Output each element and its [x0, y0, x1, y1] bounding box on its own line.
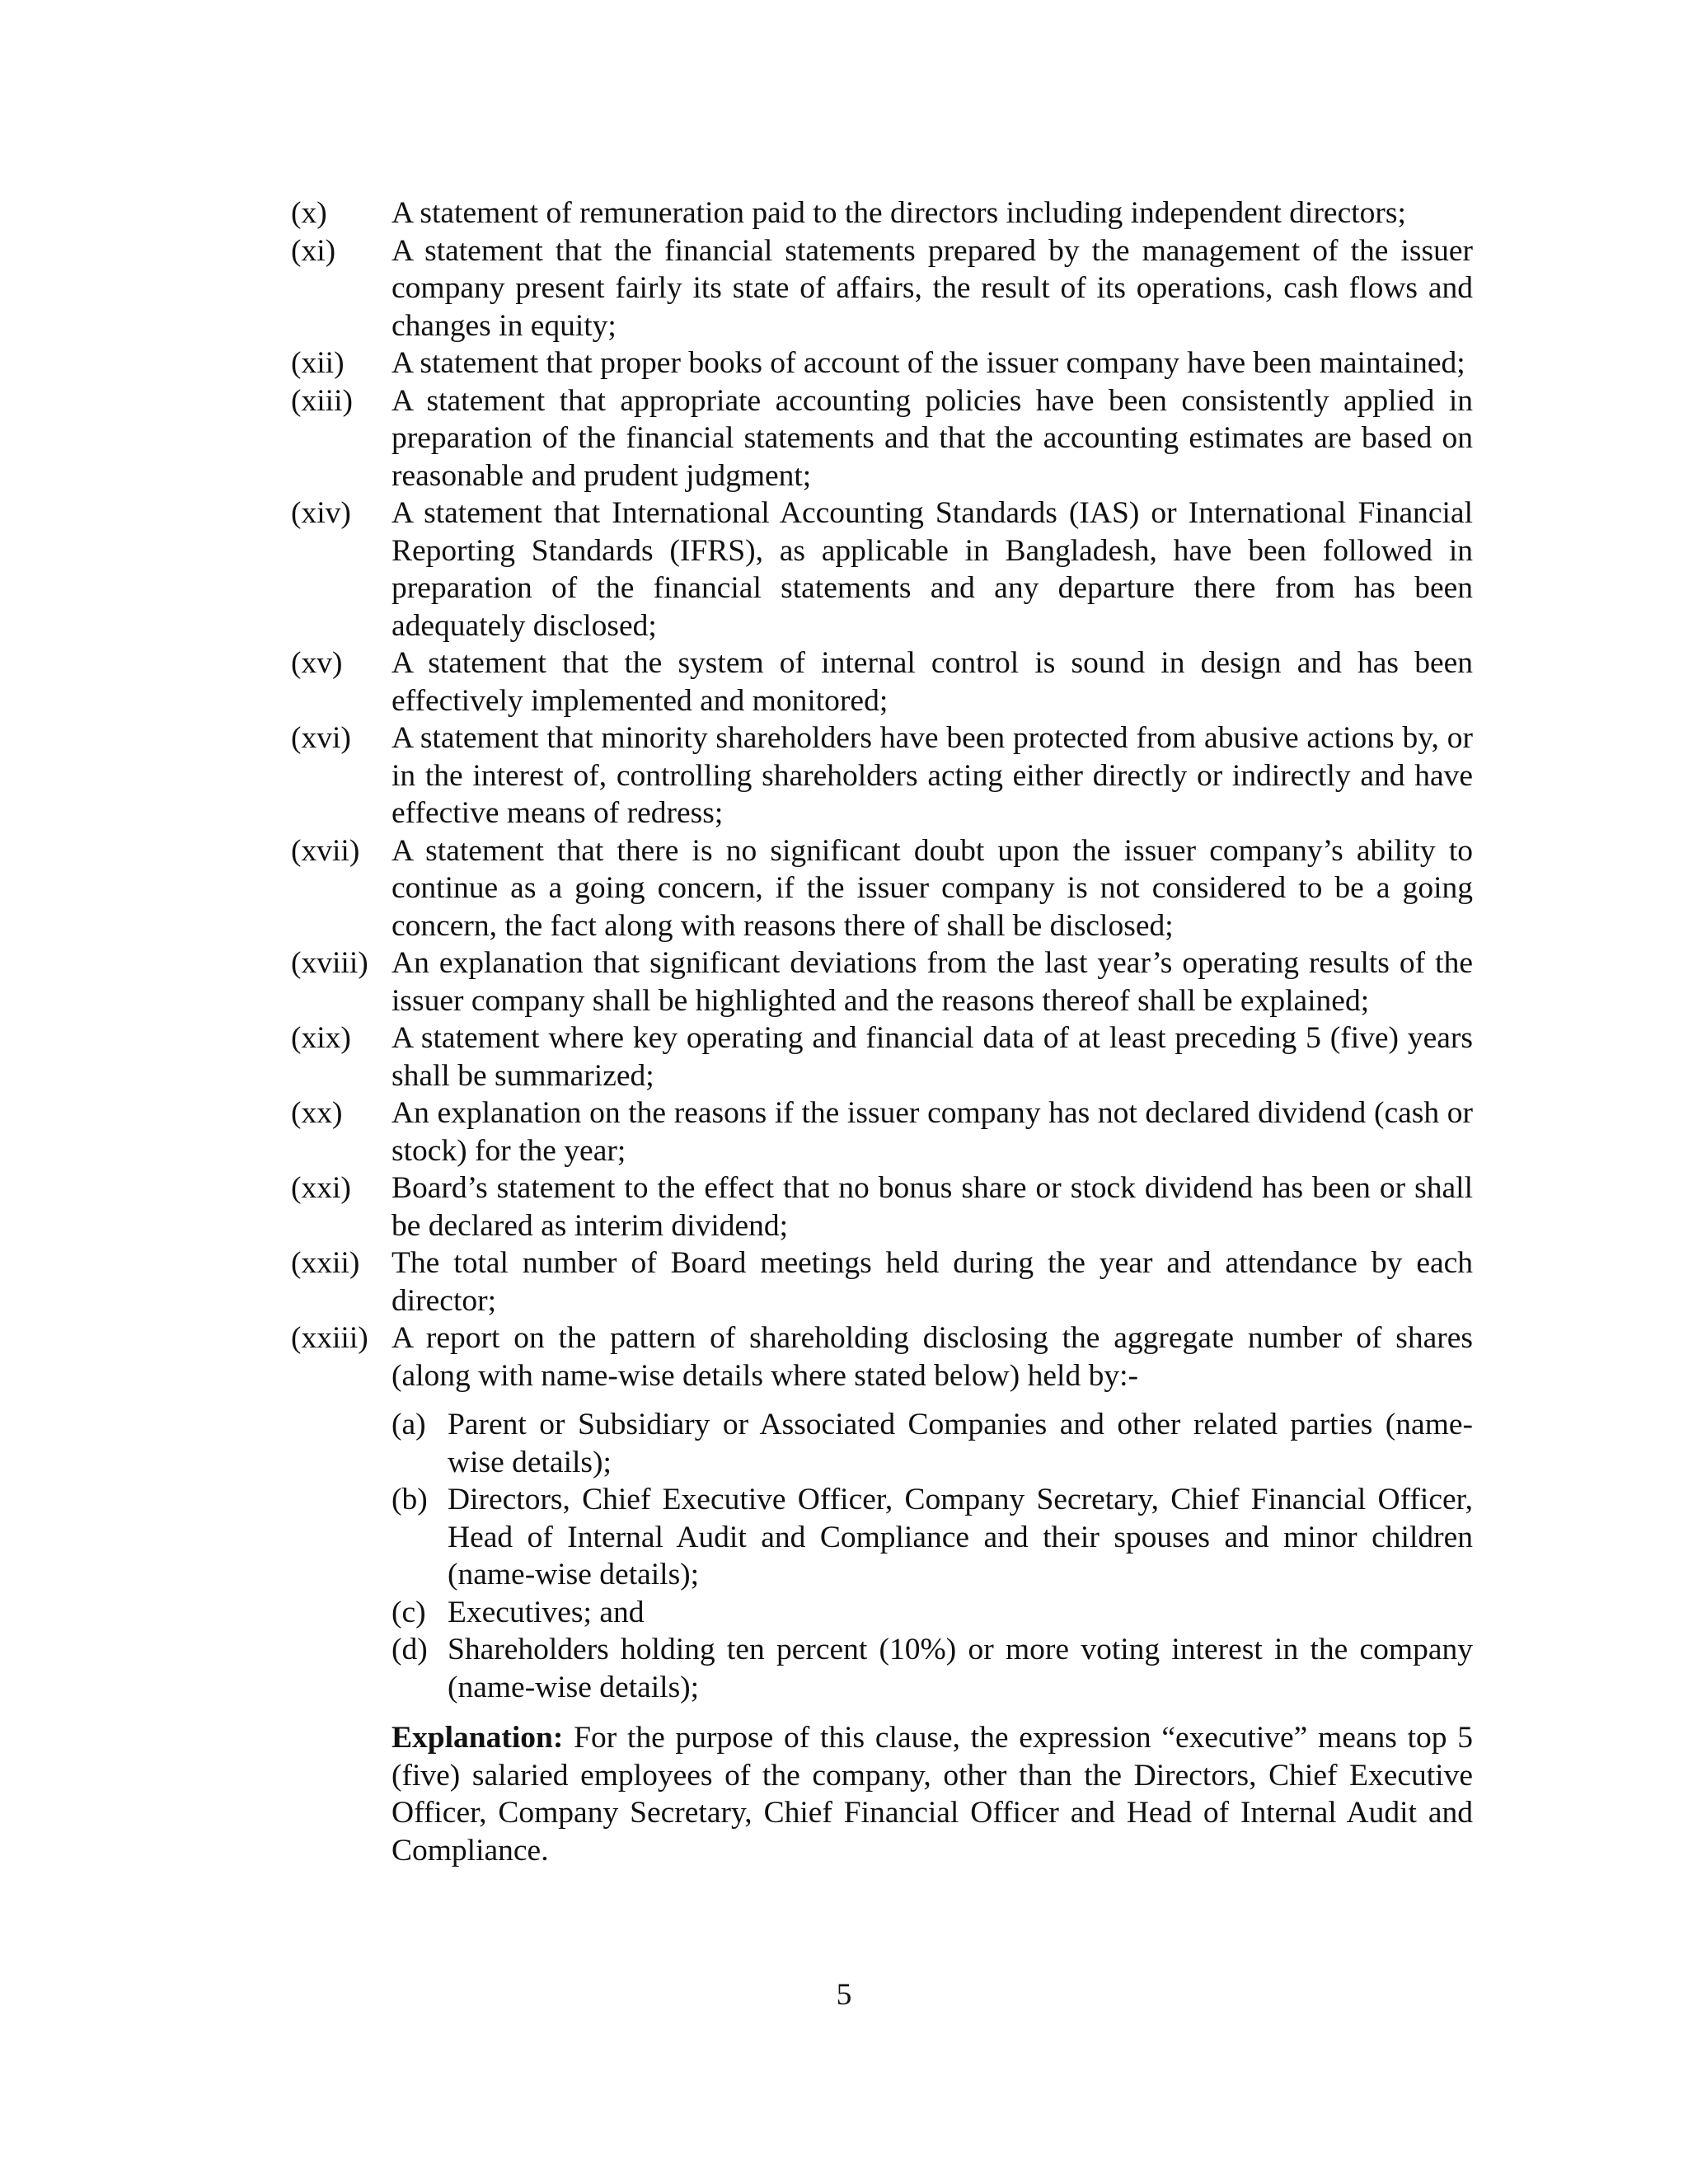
list-item: [291, 194, 1473, 232]
item-number: (xiv): [291, 496, 351, 530]
list-item: [291, 494, 1473, 644]
page-number: 5: [836, 1978, 852, 2012]
item-text: An explanation on the reasons if the issuer company has not declared dividend (cash or stock) for the year;: [392, 1096, 1473, 1168]
item-text: A statement that the system of internal control is sound in design and has been effectively implemented and monitored;: [392, 646, 1473, 718]
item-number: (xxiii): [291, 1321, 368, 1355]
list-item: [291, 1094, 1473, 1169]
item-number: (xiii): [291, 383, 353, 418]
list-item: [291, 1319, 1473, 1394]
list-item: [291, 1244, 1473, 1319]
sub-item-letter: (c): [392, 1595, 426, 1629]
explanation-paragraph: [392, 1719, 1473, 1869]
item-number: (xi): [291, 233, 336, 268]
item-number: (xix): [291, 1021, 351, 1055]
sub-item-letter: (d): [392, 1633, 428, 1666]
item-text: A statement that the financial statements prepared by the management of the issuer company present fairly its state of affairs, the result of its operations, cash flows and changes in equity;: [392, 233, 1473, 343]
item-text: A statement where key operating and financial data of at least preceding 5 (five) years shall be summarized;: [392, 1021, 1473, 1093]
list-item: [291, 1169, 1473, 1244]
item-number: (xviii): [291, 946, 368, 980]
document-body: [291, 194, 1473, 1869]
explanation-label: Explanation:: [392, 1721, 564, 1755]
list-item: [291, 944, 1473, 1019]
item-text: A statement that appropriate accounting policies have been consistently applied in preparation of the financial statements and that the accounting estimates are based on reasonable and prudent judgment;: [392, 383, 1473, 493]
list-item: [291, 344, 1473, 382]
list-item: [291, 644, 1473, 719]
item-number: (x): [291, 196, 327, 230]
item-text: A statement that there is no significant doubt upon the issuer company’s ability to continue as a going concern, if the issuer company is not considered to be a going concern, the fact along with reasons there of shall be disclosed;: [392, 833, 1473, 943]
item-number: (xvi): [291, 721, 351, 755]
sub-list-item: [392, 1631, 1473, 1706]
sub-item-letter: (a): [392, 1408, 426, 1441]
list-item: [291, 832, 1473, 945]
sub-list: [392, 1406, 1473, 1706]
sub-item-letter: (b): [392, 1483, 428, 1516]
list-item: [291, 382, 1473, 495]
sub-list-item: [392, 1406, 1473, 1481]
item-text: An explanation that significant deviations from the last year’s operating results of the issuer company shall be highlighted and the reasons thereof shall be explained;: [392, 946, 1473, 1018]
sub-item-text: Shareholders holding ten percent (10%) or more voting interest in the company (name-wise details);: [448, 1633, 1473, 1704]
item-text: A statement that International Accounting Standards (IAS) or International Financial Reporting Standards (IFRS), as applicable in Bangladesh, have been followed in preparation of the financial statements and any departure there from has been adequately disclosed;: [392, 496, 1473, 643]
sub-list-item: [392, 1481, 1473, 1594]
item-number: (xvii): [291, 833, 360, 868]
list-item: [291, 232, 1473, 345]
item-text: A statement of remuneration paid to the directors including independent directors;: [392, 196, 1406, 230]
item-number: (xx): [291, 1096, 343, 1130]
explanation-text: For the purpose of this clause, the expression “executive” means top 5 (five) salaried employees of the company, other than the Directors, Chief Executive Officer, Company Secretary, Chief Financial Officer and Head of Internal Audit and Compliance.: [392, 1721, 1473, 1868]
sub-item-text: Parent or Subsidiary or Associated Companies and other related parties (name-wise details);: [448, 1408, 1473, 1479]
sub-list-item: [392, 1594, 1473, 1632]
item-number: (xii): [291, 346, 345, 380]
list-item: [291, 1019, 1473, 1094]
item-number: (xxi): [291, 1171, 351, 1205]
sub-item-text: Directors, Chief Executive Officer, Company Secretary, Chief Financial Officer, Head of Internal Audit and Compliance and their spouses and minor children (name-wise details);: [448, 1483, 1473, 1591]
item-number: (xv): [291, 646, 343, 680]
item-number: (xxii): [291, 1246, 360, 1280]
item-text: A statement that minority shareholders have been protected from abusive actions by, or in the interest of, controlling shareholders acting either directly or indirectly and have effective means of redress;: [392, 721, 1473, 830]
item-text: The total number of Board meetings held during the year and attendance by each director;: [392, 1246, 1473, 1318]
item-text: Board’s statement to the effect that no bonus share or stock dividend has been or shall be declared as interim dividend;: [392, 1171, 1473, 1243]
sub-item-text: Executives; and: [448, 1595, 645, 1629]
list-item: [291, 719, 1473, 832]
item-text: A report on the pattern of shareholding disclosing the aggregate number of shares (along with name-wise details where stated below) held by:-: [392, 1321, 1473, 1393]
item-text: A statement that proper books of account of the issuer company have been maintained;: [392, 346, 1465, 380]
